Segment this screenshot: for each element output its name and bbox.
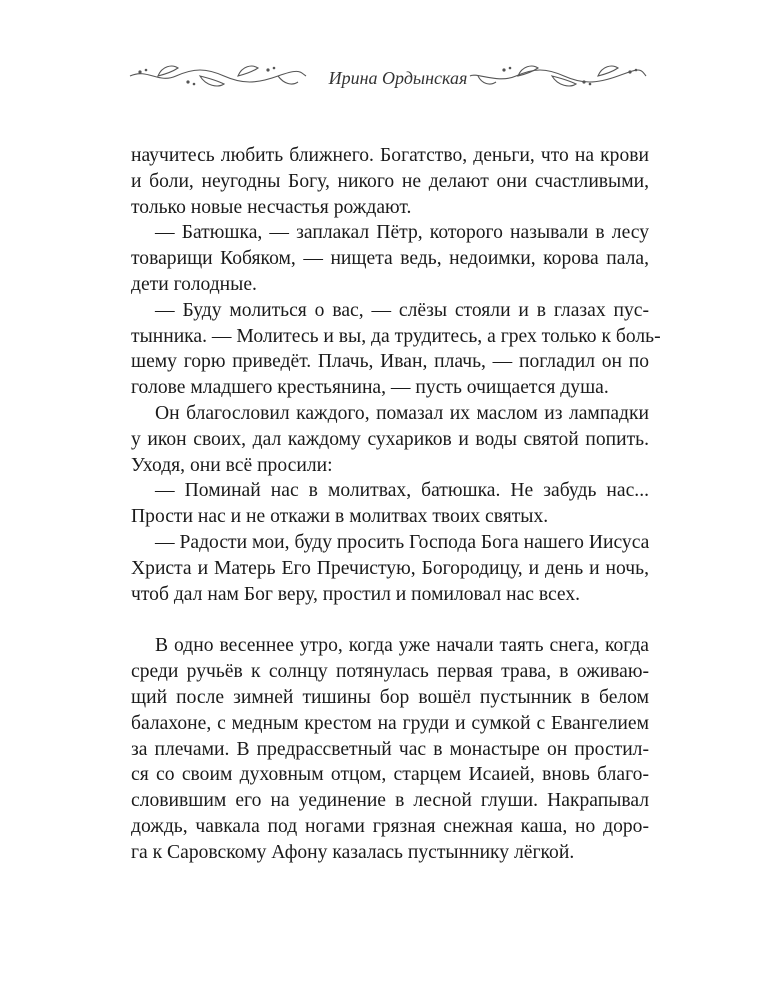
body-text <box>131 143 661 866</box>
text-line: — Поминай нас в молитвах, батюшка. Не забудь нас... <box>155 480 649 502</box>
text-line: Уходя, они всё просили: <box>131 454 333 476</box>
text-line: Прости нас и не откажи в молитвах твоих святых. <box>131 506 549 528</box>
section-break <box>131 607 649 633</box>
author-name: Ирина Ордынская <box>328 68 468 88</box>
text-line: — Радости мои, буду просить Господа Бога нашего Иисуса <box>155 531 650 553</box>
text-line: товарищи Кобяком, — нищета ведь, недоимки, корова пала, <box>131 248 649 270</box>
text-line: за плечами. В предрассветный час в монастыре он простил- <box>131 738 649 760</box>
paragraph <box>131 633 649 865</box>
paragraph <box>131 478 649 530</box>
paragraph <box>131 220 649 297</box>
paragraph <box>131 530 649 607</box>
text-line: у икон своих, дал каждому сухариков и воды святой попить. <box>131 428 649 450</box>
text-line: балахоне, с медным крестом на груди и сумкой с Евангелием <box>131 712 649 734</box>
text-line: шему горю приведёт. Плачь, Иван, плачь, — погладил он по <box>131 351 649 373</box>
text-line: научитесь любить ближнего. Богатство, деньги, что на крови <box>131 145 649 166</box>
paragraph <box>131 143 649 220</box>
paragraph <box>131 298 661 401</box>
text-line: только новые несчастья рождают. <box>131 196 412 218</box>
text-line: щий после зимней тишины бор вошёл пустынник в белом <box>131 686 649 708</box>
text-line: Христа и Матерь Его Пречистую, Богородицу, и день и ночь, <box>131 557 649 579</box>
text-line: дети голодные. <box>131 273 257 295</box>
text-line: среди ручьёв к солнцу потянулась первая трава, в оживаю- <box>131 661 649 683</box>
text-line: Он благословил каждого, помазал их маслом из лампадки <box>155 402 649 424</box>
paragraph <box>131 401 649 478</box>
text-line: В одно весеннее утро, когда уже начали таять снега, когда <box>155 635 649 657</box>
text-line: ся со своим духовным отцом, старцем Исаией, вновь благо- <box>131 764 649 786</box>
text-line: чтоб дал нам Бог веру, простил и помиловал нас всех. <box>131 583 581 605</box>
text-line: голове младшего крестьянина, — пусть очищается душа. <box>131 377 609 399</box>
text-line: и боли, неугодны Богу, никого не делают они счастливыми, <box>131 170 649 192</box>
left-floral-ornament-icon <box>128 58 308 98</box>
text-line: — Батюшка, — заплакал Пётр, которого называли в лесу <box>155 222 649 244</box>
text-line: тынника. — Молитесь и вы, да трудитесь, а грех только к боль- <box>131 325 661 347</box>
running-header <box>0 58 778 98</box>
text-line: словившим его на уединение в лесной глуши. Накрапывал <box>131 790 649 812</box>
text-line: — Буду молиться о вас, — слёзы стояли и в глазах пус- <box>155 299 649 321</box>
text-line: га к Саровскому Афону казалась пустыннику лёгкой. <box>131 841 575 863</box>
text-line: дождь, чавкала под ногами грязная снежная каша, но доро- <box>131 815 649 837</box>
right-floral-ornament-icon <box>468 58 648 98</box>
